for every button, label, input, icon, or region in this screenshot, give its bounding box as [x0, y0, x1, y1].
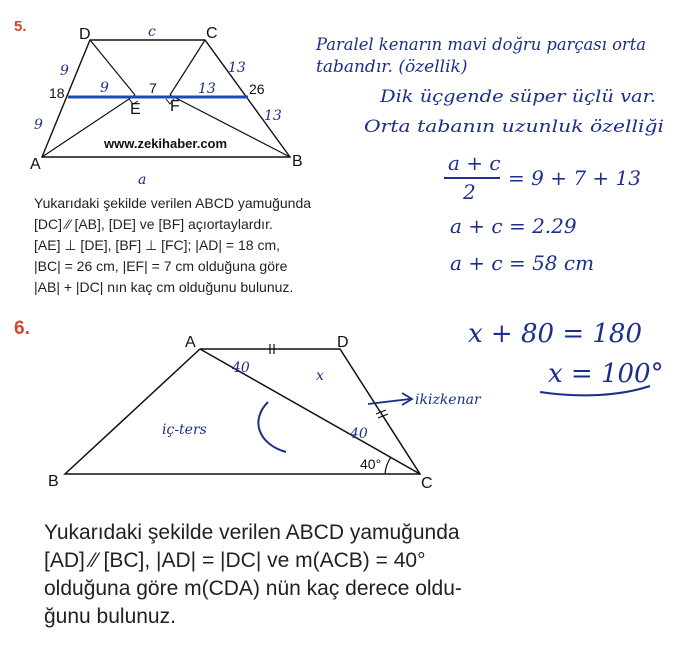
q6-text-line: Yukarıdaki şekilde verilen ABCD yamuğunda — [44, 521, 460, 544]
q6-annotation-angle-d: x — [316, 368, 324, 384]
side-ad-label: 18 — [49, 85, 65, 101]
q5-handwritten-solution — [315, 35, 664, 275]
q6-eq1: x + 80 = 180 — [468, 319, 643, 349]
q5-text-line: [AE] ⊥ [DE], [BF] ⊥ [FC]; |AD| = 18 cm, — [34, 237, 280, 253]
q5-watermark: www.zekihaber.com — [104, 136, 228, 151]
point-e-label: E — [130, 101, 141, 118]
q6-annotation-ikizkenar: ikizkenar — [415, 392, 481, 408]
q6-annotation-isters: iç-ters — [162, 422, 207, 438]
q6-trapezoid-figure — [48, 334, 482, 492]
q6-text-line: [AD] ⁄⁄ [BC], |AD| = |DC| ve m(ACB) = 40° — [44, 549, 426, 572]
annotation-dc: c — [148, 24, 156, 40]
q6-handwritten-solution — [468, 319, 664, 395]
q5-eq1-numerator: a + c — [448, 151, 501, 175]
q5-note-line2: tabandır. (özellik) — [316, 57, 468, 77]
q6-vertex-d-label: D — [337, 334, 349, 351]
q6-annotation-arc — [258, 402, 286, 452]
q5-bisector-de — [90, 40, 135, 95]
annotation-fc: 13 — [198, 81, 216, 97]
annotation-de: 9 — [100, 80, 109, 96]
q6-text-line: olduğuna göre m(CDA) nün kaç derece oldu- — [44, 577, 462, 600]
annotation-ad-upper: 9 — [60, 63, 69, 79]
question-6-number: 6. — [14, 318, 30, 339]
q5-text-line: |BC| = 26 cm, |EF| = 7 cm olduğuna göre — [34, 258, 288, 274]
annotation-ab: a — [138, 172, 147, 188]
vertex-b-label: B — [292, 153, 303, 170]
annotation-bc-lower: 13 — [264, 108, 282, 124]
q5-text-line: Yukarıdaki şekilde verilen ABCD yamuğunda — [34, 195, 312, 211]
vertex-c-label: C — [206, 25, 218, 42]
q5-eq2: a + c = 2.29 — [450, 214, 577, 238]
q6-text-line: ğunu bulunuz. — [44, 605, 176, 628]
q5-note-line4: Orta tabanın uzunluk özelliği — [364, 117, 664, 137]
segment-ef-label: 7 — [149, 80, 157, 96]
q6-annotation-angle-c: 40 — [350, 426, 368, 442]
q5-eq1-rhs: = 9 + 7 + 13 — [508, 166, 641, 190]
vertex-d-label: D — [79, 26, 91, 43]
q6-vertex-a-label: A — [185, 334, 196, 351]
q6-vertex-c-label: C — [421, 475, 433, 492]
q5-text-line: [DC] ⁄⁄ [AB], [DE] ve [BF] açıortaylardır. — [34, 216, 273, 232]
q6-eq2: x = 100° — [548, 359, 664, 389]
vertex-a-label: A — [30, 156, 41, 173]
q6-annotation-angle-a: 40 — [232, 360, 250, 376]
q6-angle-arc-c — [385, 457, 391, 474]
q6-given-angle-label: 40° — [360, 456, 382, 472]
q6-vertex-b-label: B — [48, 473, 59, 490]
q5-trapezoid-figure — [30, 24, 303, 188]
q6-annotation-arrow — [368, 393, 412, 405]
question-5-number: 5. — [14, 18, 27, 35]
annotation-ad-lower: 9 — [34, 117, 43, 133]
q5-note-line1: Paralel kenarın mavi doğru parçası orta — [315, 35, 646, 55]
side-bc-label: 26 — [249, 81, 265, 97]
q5-text-line: |AB| + |DC| nın kaç cm olduğunu bulunuz. — [34, 279, 294, 295]
q5-note-line3: Dik üçgende süper üçlü var. — [378, 87, 656, 107]
q5-eq1-denominator: 2 — [463, 180, 476, 204]
annotation-bc-upper: 13 — [228, 60, 246, 76]
point-f-label: F — [170, 98, 180, 115]
q5-eq3: a + c = 58 cm — [450, 251, 595, 275]
